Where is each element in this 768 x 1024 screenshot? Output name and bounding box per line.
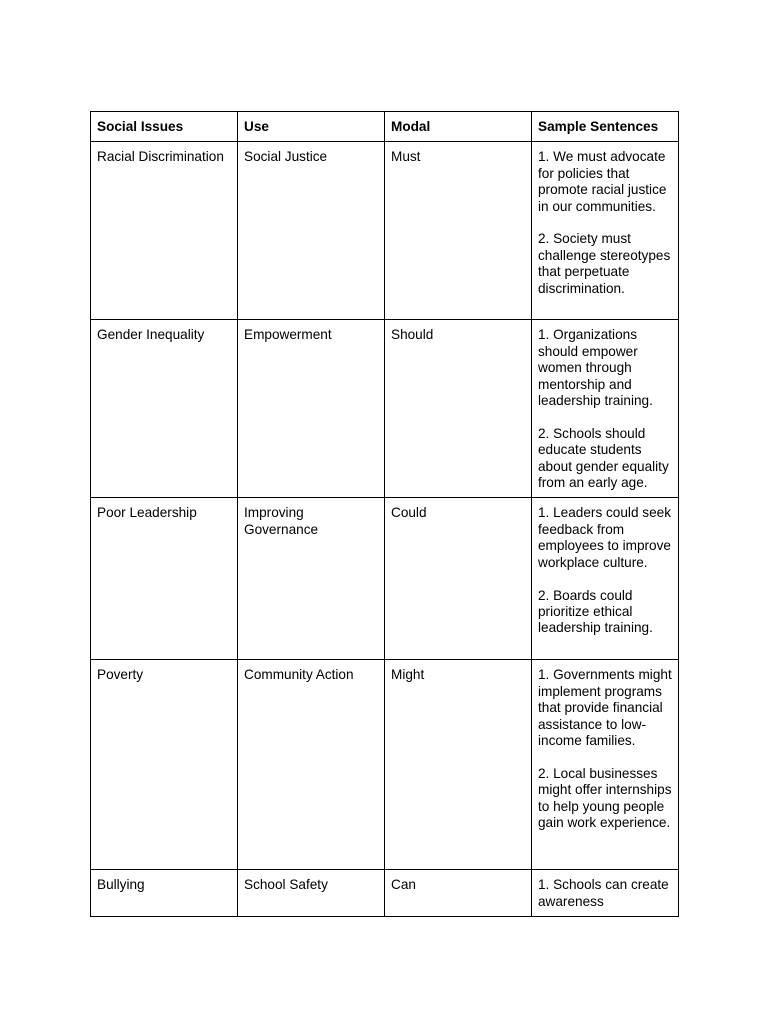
cell-modal: Can [385,870,532,917]
cell-use: Social Justice [238,142,385,320]
cell-issue: Poor Leadership [91,498,238,660]
cell-issue: Gender Inequality [91,320,238,498]
table-row [91,142,679,320]
table-row [91,660,679,870]
cell-use: School Safety [238,870,385,917]
header-sample-sentences: Sample Sentences [532,112,679,142]
table-row [91,320,679,498]
cell-modal: Might [385,660,532,870]
cell-sentences: 1. Leaders could seek feedback from employees to improve workplace culture. 2. Boards could prioritize ethical leadership training. [532,498,679,660]
cell-sentences: 1. Organizations should empower women through mentorship and leadership training. 2. Schools should educate students about gender equality from an early age. [532,320,679,498]
cell-use: Empowerment [238,320,385,498]
cell-modal: Should [385,320,532,498]
cell-sentences: 1. Schools can create awareness [532,870,679,917]
table-row [91,498,679,660]
cell-use: Improving Governance [238,498,385,660]
cell-modal: Could [385,498,532,660]
social-issues-table [90,111,679,917]
cell-issue: Bullying [91,870,238,917]
table-row [91,870,679,917]
header-modal: Modal [385,112,532,142]
cell-modal: Must [385,142,532,320]
header-use: Use [238,112,385,142]
table-header-row [91,112,679,142]
cell-sentences: 1. We must advocate for policies that promote racial justice in our communities. 2. Society must challenge stereotypes that perpetuate discrimination. [532,142,679,320]
cell-issue: Poverty [91,660,238,870]
cell-use: Community Action [238,660,385,870]
cell-sentences: 1. Governments might implement programs that provide financial assistance to low-income families. 2. Local businesses might offer internships to help young people gain work experience. [532,660,679,870]
cell-issue: Racial Discrimination [91,142,238,320]
header-social-issues: Social Issues [91,112,238,142]
